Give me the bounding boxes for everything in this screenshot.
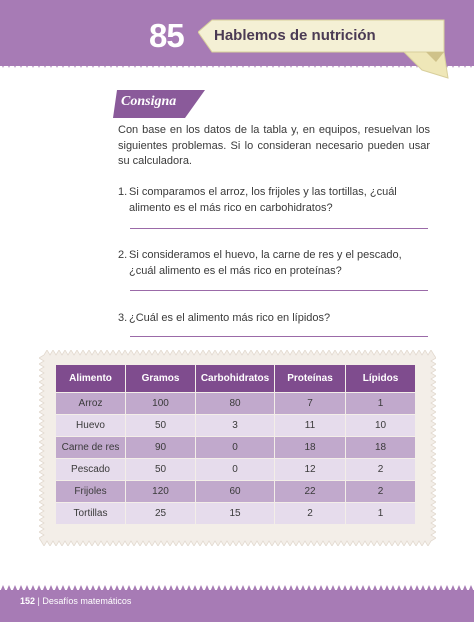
header-carbohidratos: Carbohidratos	[196, 365, 275, 393]
cell-carbohidratos: 15	[196, 503, 275, 525]
cell-proteinas: 12	[275, 459, 346, 481]
cell-carbohidratos: 0	[196, 437, 275, 459]
cell-gramos: 90	[126, 437, 196, 459]
answer-line-2[interactable]	[130, 290, 428, 291]
table-row	[56, 459, 416, 481]
footer-separator: |	[37, 596, 43, 606]
question-number: 2.	[118, 249, 128, 261]
table-row	[56, 437, 416, 459]
cell-alimento: Carne de res	[56, 437, 126, 459]
table-header-row	[56, 365, 416, 393]
question-text: Si consideramos el huevo, la carne de res y el pescado, ¿cuál alimento es el más rico en proteínas?	[129, 249, 402, 277]
cell-gramos: 50	[126, 459, 196, 481]
header-alimento: Alimento	[56, 365, 126, 393]
table-row	[56, 415, 416, 437]
question-2	[118, 248, 430, 279]
cell-gramos: 120	[126, 481, 196, 503]
nutrition-table	[55, 364, 416, 525]
lesson-title: Hablemos de nutrición	[214, 27, 376, 44]
question-number: 1.	[118, 186, 128, 198]
question-text: ¿Cuál es el alimento más rico en lípidos?	[129, 312, 331, 324]
cell-gramos: 50	[126, 415, 196, 437]
page-number: 152	[20, 596, 36, 606]
cell-proteinas: 7	[275, 393, 346, 415]
book-title: Desafíos matemáticos	[42, 596, 132, 606]
question-number: 3.	[118, 312, 128, 324]
cell-lipidos: 10	[346, 415, 416, 437]
cell-carbohidratos: 0	[196, 459, 275, 481]
cell-lipidos: 1	[346, 393, 416, 415]
cell-lipidos: 2	[346, 459, 416, 481]
table-row	[56, 481, 416, 503]
cell-alimento: Pescado	[56, 459, 126, 481]
cell-carbohidratos: 3	[196, 415, 275, 437]
cell-proteinas: 22	[275, 481, 346, 503]
table-row	[56, 393, 416, 415]
cell-alimento: Arroz	[56, 393, 126, 415]
question-text: Si comparamos el arroz, los frijoles y las tortillas, ¿cuál alimento es el más rico en carbohidratos?	[129, 186, 397, 214]
answer-line-3[interactable]	[130, 336, 428, 337]
footer-label	[20, 596, 131, 606]
cell-proteinas: 18	[275, 437, 346, 459]
cell-proteinas: 11	[275, 415, 346, 437]
header-lipidos: Lípidos	[346, 365, 416, 393]
consigna-label: Consigna	[121, 94, 177, 109]
lesson-number: 85	[149, 17, 184, 54]
header-proteinas: Proteínas	[275, 365, 346, 393]
cell-lipidos: 1	[346, 503, 416, 525]
footer-band	[0, 590, 474, 622]
table-row	[56, 503, 416, 525]
cell-alimento: Tortillas	[56, 503, 126, 525]
cell-carbohidratos: 80	[196, 393, 275, 415]
cell-lipidos: 18	[346, 437, 416, 459]
header-gramos: Gramos	[126, 365, 196, 393]
answer-line-1[interactable]	[130, 228, 428, 229]
cell-carbohidratos: 60	[196, 481, 275, 503]
intro-paragraph: Con base en los datos de la tabla y, en equipos, resuelvan los siguientes problemas. Si lo consideran necesario pueden usar su calculadora.	[118, 124, 430, 167]
cell-alimento: Huevo	[56, 415, 126, 437]
cell-alimento: Frijoles	[56, 481, 126, 503]
cell-gramos: 25	[126, 503, 196, 525]
question-1	[118, 185, 430, 216]
cell-lipidos: 2	[346, 481, 416, 503]
cell-gramos: 100	[126, 393, 196, 415]
question-3	[118, 311, 430, 327]
cell-proteinas: 2	[275, 503, 346, 525]
